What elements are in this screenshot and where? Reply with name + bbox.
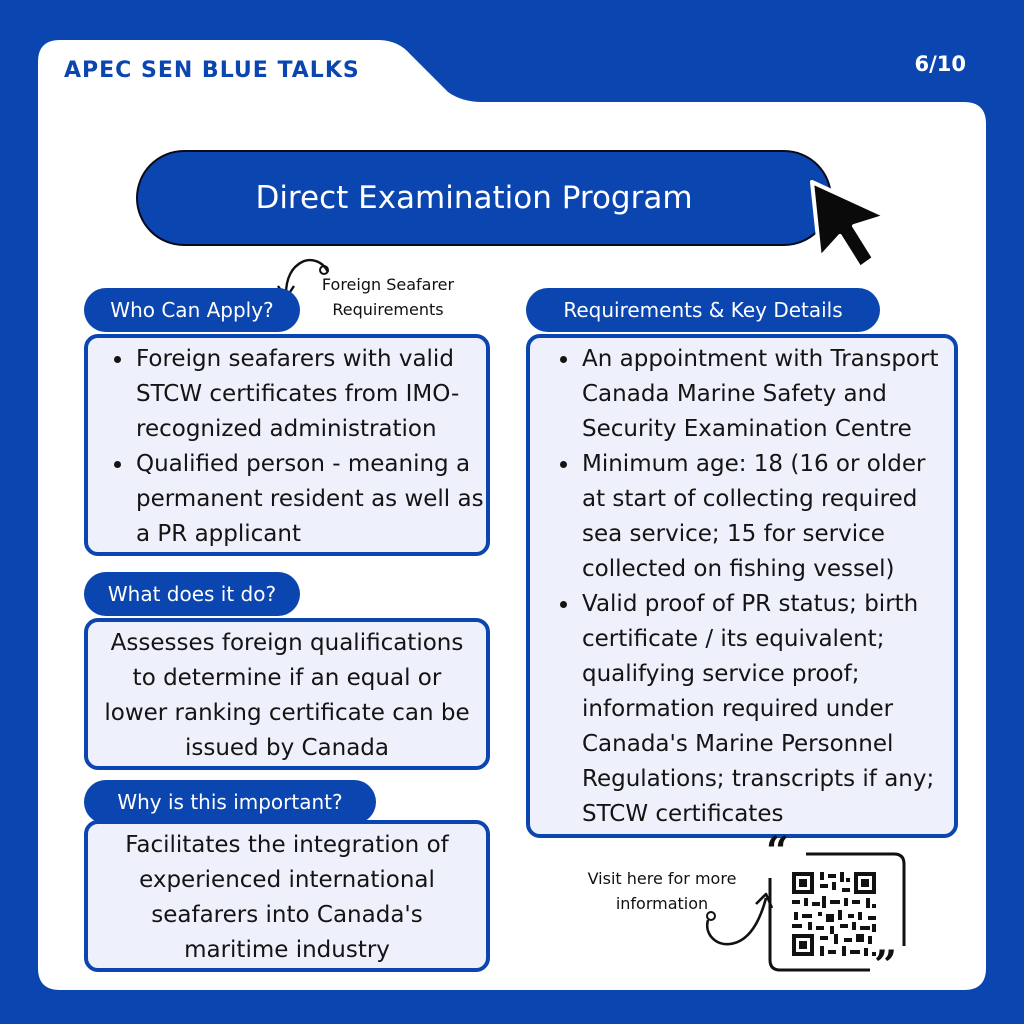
page-title-text: Direct Examination Program [255, 180, 693, 216]
annotation-line: Requirements [332, 300, 444, 319]
annotation-line: Foreign Seafarer [321, 275, 455, 294]
requirements-box [526, 334, 958, 838]
list-item: • Minimum age: 18 (16 or older at start of collecting required sea service; 15 for service collected on fishing vessel) [580, 447, 946, 587]
cursor-arrow-icon [808, 178, 892, 274]
list-item: • Qualified person - meaning a permanent resident as well as a PR applicant [134, 447, 486, 552]
why-important-heading: Why is this important? [84, 780, 376, 824]
what-text: Assesses foreign qualifications to determine if an equal or lower ranking certificate can be issued by Canada [104, 630, 470, 761]
curved-arrow-icon [700, 880, 776, 954]
why-important-box [84, 820, 490, 972]
annotation-line: Visit here for more [587, 869, 737, 888]
what-does-it-do-heading: What does it do? [84, 572, 300, 616]
list-item: • An appointment with Transport Canada Marine Safety and Security Examination Centre [580, 342, 946, 447]
who-can-apply-heading: Who Can Apply? [84, 288, 300, 332]
who-list [88, 342, 486, 552]
foreign-requirements-note [312, 272, 464, 322]
page-indicator: 6/10 [914, 52, 966, 76]
requirements-heading: Requirements & Key Details [526, 288, 880, 332]
brand-title: APEC SEN BLUE TALKS [64, 58, 360, 83]
quote-open-icon: “ [766, 828, 790, 875]
requirements-list [530, 342, 954, 832]
why-text: Facilitates the integration of experienced international seafarers into Canada's maritime industry [125, 832, 449, 963]
who-can-apply-box [84, 334, 490, 556]
annotation-line: information [615, 894, 709, 913]
page-title [136, 150, 832, 246]
quote-close-icon: ” [874, 942, 898, 989]
list-item: • Valid proof of PR status; birth certificate / its equivalent; qualifying service proof; information required under Canada's Marine Personnel Regulations; transcripts if any; STCW certificates [580, 587, 946, 832]
what-does-it-do-box [84, 618, 490, 770]
list-item: • Foreign seafarers with valid STCW certificates from IMO-recognized administration [134, 342, 486, 447]
